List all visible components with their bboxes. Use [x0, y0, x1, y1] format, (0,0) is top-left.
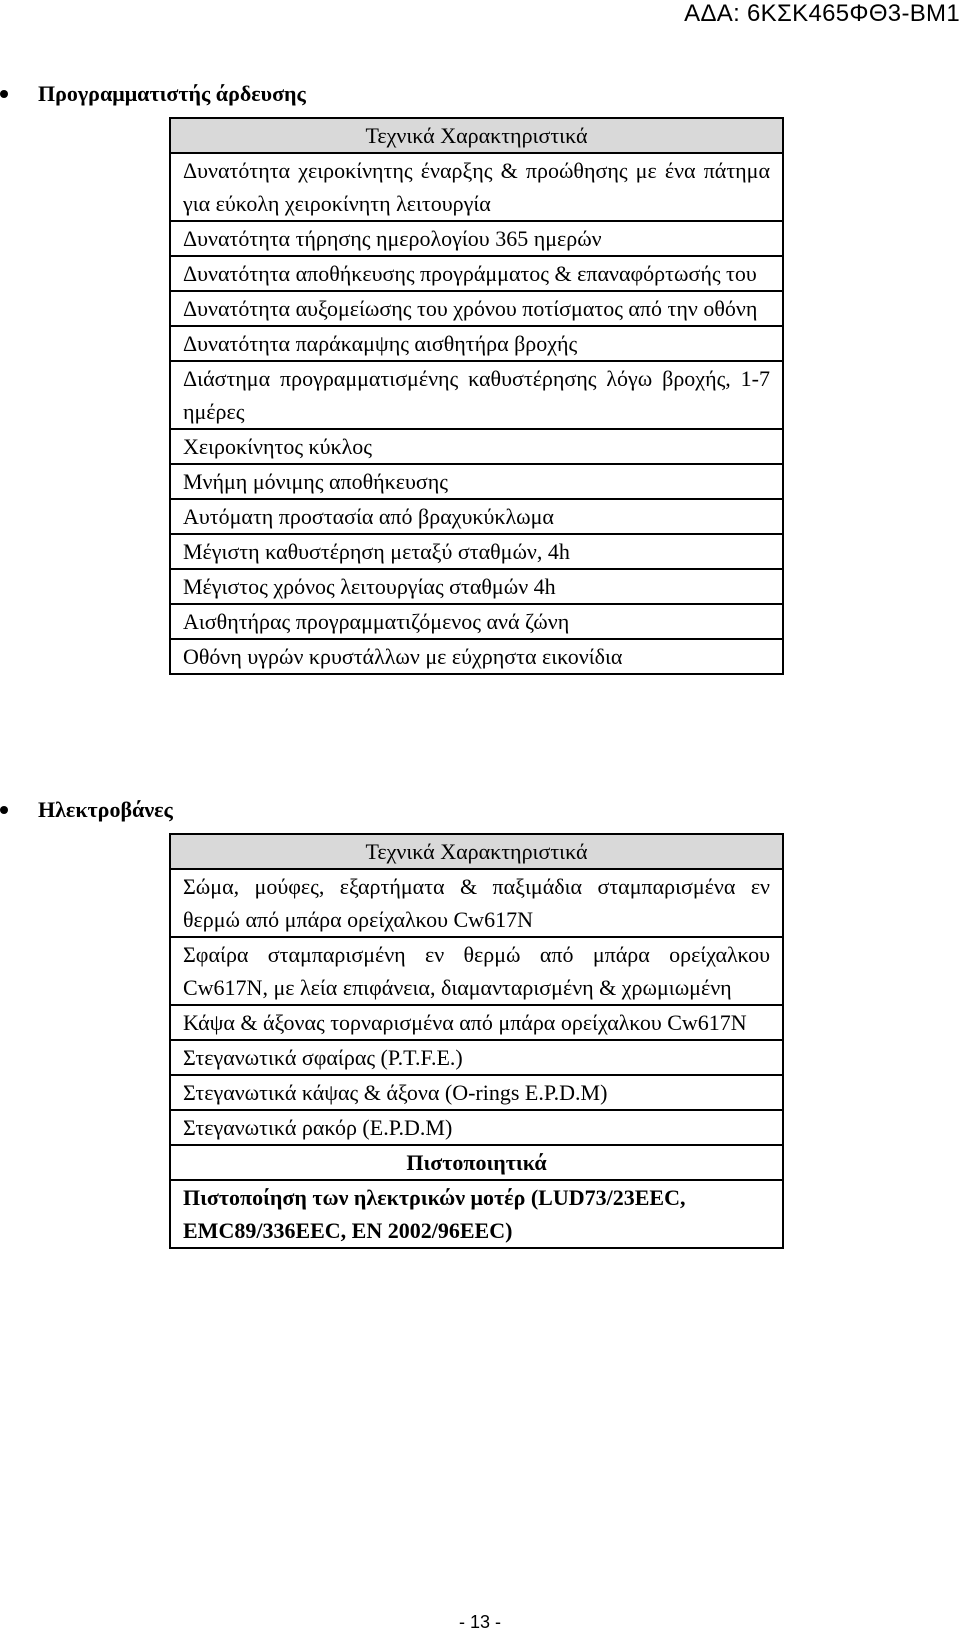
- spec-cell: Δυνατότητα τήρησης ημερολογίου 365 ημερών: [170, 221, 783, 256]
- table-row: [170, 221, 783, 256]
- table-row: [170, 326, 783, 361]
- certificates-text: Πιστοποίηση των ηλεκτρικών μοτέρ (LUD73/23EEC, EMC89/336EEC, EN 2002/96EEC): [170, 1180, 783, 1248]
- table-row: [170, 534, 783, 569]
- table-row: [170, 291, 783, 326]
- table-row: [170, 604, 783, 639]
- table-header: Τεχνικά Χαρακτηριστικά: [170, 834, 783, 869]
- ada-code: ΑΔΑ: 6ΚΣΚ465ΦΘ3-ΒΜ1: [684, 0, 960, 27]
- spec-cell: Στεγανωτικά ρακόρ (E.P.D.M): [170, 1110, 783, 1145]
- spec-cell: Μέγιστος χρόνος λειτουργίας σταθμών 4h: [170, 569, 783, 604]
- table-row: [170, 639, 783, 674]
- table-row: [170, 937, 783, 1005]
- page-number: - 13 -: [458, 1612, 501, 1632]
- table-row: [170, 1110, 783, 1145]
- spec-cell: Δυνατότητα αποθήκευσης προγράμματος & επαναφόρτωσής του: [170, 256, 783, 291]
- certificates-header-row: [170, 1145, 783, 1180]
- table-header-row: [170, 834, 783, 869]
- table-row: [170, 499, 783, 534]
- irrigation-controller-specs-table: [169, 117, 784, 675]
- bullet-icon: [0, 90, 8, 98]
- spec-cell: Σφαίρα σταμπαρισμένη εν θερμώ από μπάρα ορείχαλκου Cw617N, με λεία επιφάνεια, διαμανταρισμένη & χρωμιωμένη: [170, 937, 783, 1005]
- table-row: [170, 361, 783, 429]
- table-row: [170, 1005, 783, 1040]
- spec-cell: Μέγιστη καθυστέρηση μεταξύ σταθμών, 4h: [170, 534, 783, 569]
- electrovalves-specs-table: [169, 833, 784, 1249]
- table-row: [170, 464, 783, 499]
- table-row: [170, 869, 783, 937]
- certificates-header: Πιστοποιητικά: [170, 1145, 783, 1180]
- spec-cell: Χειροκίνητος κύκλος: [170, 429, 783, 464]
- table-header: Τεχνικά Χαρακτηριστικά: [170, 118, 783, 153]
- table-row: [170, 153, 783, 221]
- spec-cell: Αισθητήρας προγραμματιζόμενος ανά ζώνη: [170, 604, 783, 639]
- table-row: [170, 1040, 783, 1075]
- spec-cell: Οθόνη υγρών κρυστάλλων με εύχρηστα εικονίδια: [170, 639, 783, 674]
- spec-cell: Δυνατότητα αυξομείωσης του χρόνου ποτίσματος από την οθόνη: [170, 291, 783, 326]
- spec-cell: Στεγανωτικά σφαίρας (P.T.F.E.): [170, 1040, 783, 1075]
- spec-cell: Δυνατότητα παράκαμψης αισθητήρα βροχής: [170, 326, 783, 361]
- spec-cell: Δυνατότητα χειροκίνητης έναρξης & προώθησης με ένα πάτημα για εύκολη χειροκίνητη λειτουργία: [170, 153, 783, 221]
- table-header-row: [170, 118, 783, 153]
- bullet-icon: [0, 806, 8, 814]
- spec-cell: Στεγανωτικά κάψας & άξονα (O-rings E.P.D.M): [170, 1075, 783, 1110]
- spec-cell: Μνήμη μόνιμης αποθήκευσης: [170, 464, 783, 499]
- table-row: [170, 569, 783, 604]
- section-title: Προγραμματιστής άρδευσης: [38, 81, 306, 106]
- spec-cell: Σώμα, μούφες, εξαρτήματα & παξιμάδια σταμπαρισμένα εν θερμώ από μπάρα ορείχαλκου Cw617N: [170, 869, 783, 937]
- spec-cell: Διάστημα προγραμματισμένης καθυστέρησης λόγω βροχής, 1-7 ημέρες: [170, 361, 783, 429]
- table-row: [170, 429, 783, 464]
- table-row: [170, 256, 783, 291]
- certificates-row: [170, 1180, 783, 1248]
- spec-cell: Αυτόματη προστασία από βραχυκύκλωμα: [170, 499, 783, 534]
- spec-cell: Κάψα & άξονας τορναρισμένα από μπάρα ορείχαλκου Cw617N: [170, 1005, 783, 1040]
- table-row: [170, 1075, 783, 1110]
- section-title: Ηλεκτροβάνες: [38, 797, 173, 822]
